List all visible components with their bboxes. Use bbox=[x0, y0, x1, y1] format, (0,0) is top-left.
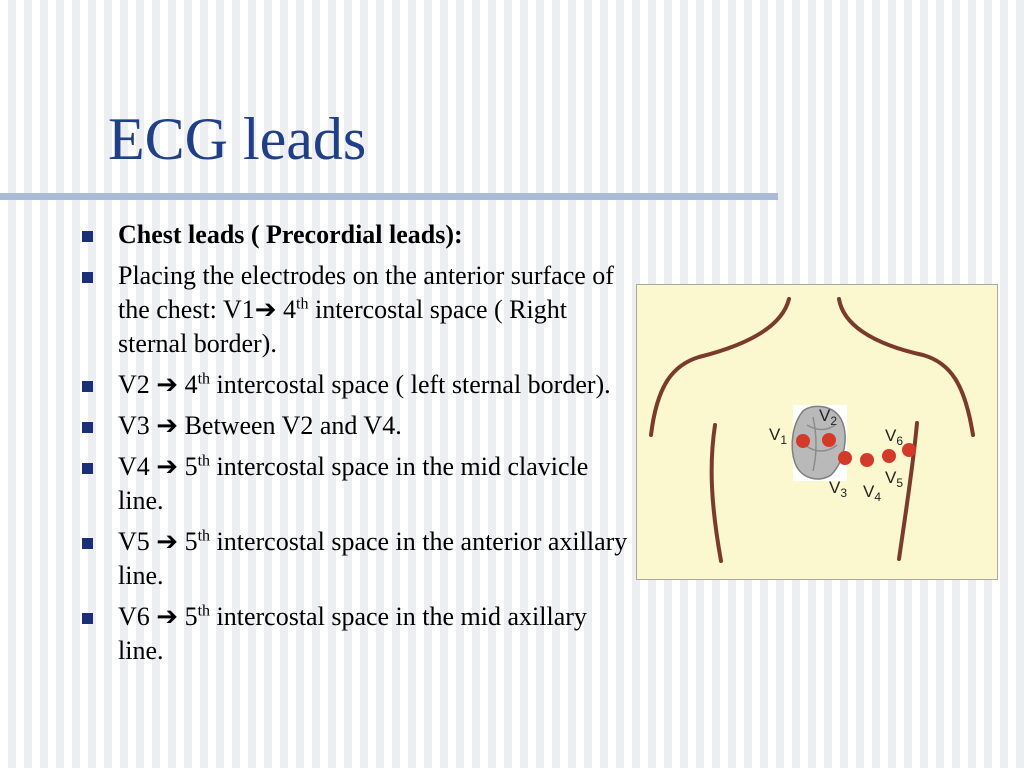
bullet-marker-icon bbox=[82, 231, 93, 242]
bullet-item bbox=[78, 218, 638, 252]
bullet-item bbox=[78, 600, 638, 668]
electrode-v5 bbox=[882, 449, 896, 463]
bullet-text: 5 bbox=[178, 602, 198, 631]
bullet-text: V4 bbox=[118, 452, 157, 481]
arrow-icon: ➔ bbox=[156, 602, 179, 631]
electrode-v4 bbox=[860, 453, 874, 467]
neck-right-line bbox=[839, 299, 973, 435]
ordinal-suffix: th bbox=[197, 370, 211, 388]
electrode-v3 bbox=[838, 451, 852, 465]
title-divider bbox=[0, 193, 778, 200]
lead-label-v6: $V_6$ bbox=[885, 426, 904, 448]
arrow-icon: ➔ bbox=[156, 452, 179, 481]
bullet-text: intercostal space ( Right sternal border). bbox=[118, 295, 567, 358]
arrow-icon: ➔ bbox=[156, 370, 179, 399]
bullet-item bbox=[78, 450, 638, 518]
bullet-text: 5 bbox=[178, 527, 198, 556]
neck-left-line bbox=[651, 299, 789, 435]
bullet-text: intercostal space ( left sternal border). bbox=[210, 370, 611, 399]
lead-label-v1: $V_1$ bbox=[769, 425, 788, 447]
lead-label-v2: $V_2$ bbox=[819, 406, 838, 428]
chest-diagram-svg bbox=[637, 285, 999, 581]
bullet-marker-icon bbox=[82, 381, 93, 392]
bullet-marker-icon bbox=[82, 272, 93, 283]
bullet-list bbox=[78, 218, 638, 675]
bullet-item bbox=[78, 259, 638, 361]
lead-label-v3: $V_3$ bbox=[829, 478, 848, 500]
bullet-marker-icon bbox=[82, 613, 93, 624]
bullet-marker-icon bbox=[82, 422, 93, 433]
bullet-text: Chest leads ( Precordial leads): bbox=[118, 220, 463, 249]
bullet-item bbox=[78, 368, 638, 402]
ordinal-suffix: th bbox=[197, 527, 211, 545]
ordinal-suffix: th bbox=[296, 295, 309, 313]
bullet-text: 5 bbox=[178, 452, 198, 481]
bullet-text: intercostal space in the anterior axillary line. bbox=[118, 527, 628, 590]
slide-title: ECG leads bbox=[108, 106, 367, 172]
lead-label-v5: $V_5$ bbox=[885, 468, 904, 490]
bullet-text: intercostal space in the mid axillary line. bbox=[118, 602, 587, 665]
bullet-text: V2 bbox=[118, 370, 157, 399]
bullet-text: 4 bbox=[178, 370, 198, 399]
left-side-line bbox=[712, 425, 721, 561]
ordinal-suffix: th bbox=[197, 602, 211, 620]
electrode-v1 bbox=[796, 434, 810, 448]
bullet-item bbox=[78, 525, 638, 593]
arrow-icon: ➔ bbox=[156, 411, 179, 440]
electrode-v2 bbox=[822, 433, 836, 447]
arrow-icon: ➔ bbox=[156, 527, 179, 556]
bullet-marker-icon bbox=[82, 463, 93, 474]
chest-lead-diagram bbox=[636, 284, 998, 580]
bullet-text: 4 bbox=[276, 295, 297, 324]
bullet-text: Placing the electrodes on the anterior surface of the chest: V1 bbox=[118, 261, 614, 324]
electrode-v6 bbox=[902, 443, 916, 457]
bullet-marker-icon bbox=[82, 538, 93, 549]
lead-label-v4: $V_4$ bbox=[863, 482, 882, 504]
bullet-text: Between V2 and V4. bbox=[178, 411, 402, 440]
bullet-text: intercostal space in the mid clavicle line. bbox=[118, 452, 589, 515]
ordinal-suffix: th bbox=[197, 452, 211, 470]
arrow-icon: ➔ bbox=[254, 295, 277, 324]
bullet-text: V6 bbox=[118, 602, 157, 631]
bullet-text: V5 bbox=[118, 527, 157, 556]
bullet-item bbox=[78, 409, 638, 443]
bullet-text: V3 bbox=[118, 411, 157, 440]
